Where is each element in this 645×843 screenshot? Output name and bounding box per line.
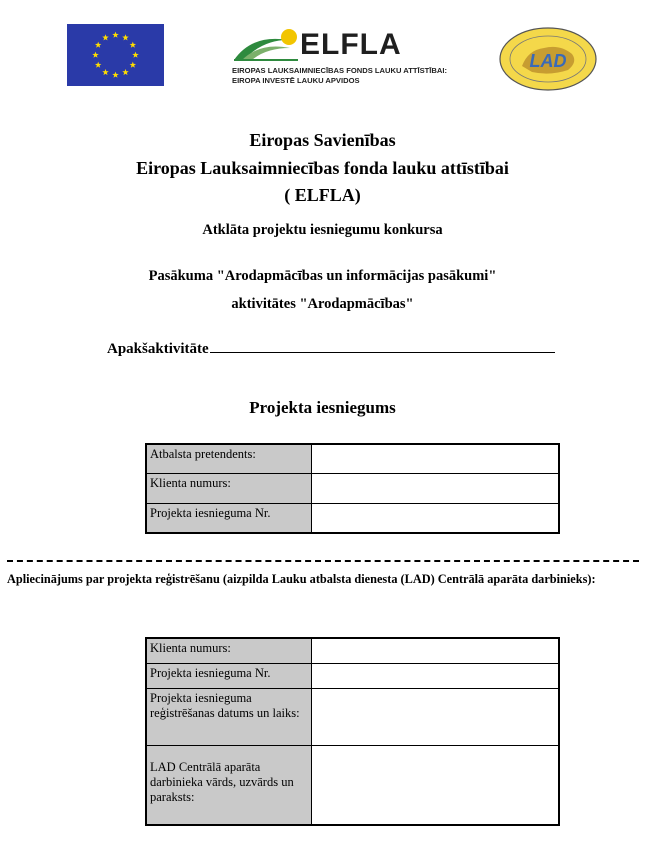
elfla-swoosh-icon — [232, 28, 302, 64]
elfla-tagline-2: EIROPA INVESTĒ LAUKU APVIDOS — [232, 76, 360, 85]
table-label-cell: Klienta numurs: — [146, 473, 312, 503]
table-value-cell[interactable] — [312, 745, 560, 825]
applicant-table — [145, 443, 560, 534]
elfla-logo — [232, 28, 464, 92]
header-line-1: Eiropas Savienības — [249, 130, 396, 150]
header-line-3: ( ELFLA) — [284, 185, 361, 205]
elfla-tagline-1: EIROPAS LAUKSAIMNIECĪBAS FONDS LAUKU ATTĪSTĪBAI: — [232, 66, 448, 75]
table-row — [146, 688, 559, 745]
competition-line: Atklāta projektu iesniegumu konkursa — [202, 222, 443, 238]
table-row — [146, 745, 559, 825]
table-label-cell: Klienta numurs: — [146, 638, 312, 663]
table-row — [146, 444, 559, 473]
table-label-cell: LAD Centrālā aparāta darbinieka vārds, uzvārds un paraksts: — [146, 745, 312, 825]
table-row — [146, 663, 559, 688]
document-title: Projekta iesniegums — [249, 398, 396, 417]
table-value-cell[interactable] — [312, 473, 560, 503]
registration-table — [145, 637, 560, 826]
subactivity-label: Apakšaktivitāte — [107, 341, 209, 357]
table-value-cell[interactable] — [312, 688, 560, 745]
lad-logo-text: LAD — [529, 51, 567, 71]
table-value-cell[interactable] — [312, 638, 560, 663]
subactivity-field — [107, 338, 555, 358]
measure-line: Pasākuma "Arodapmācības un informācijas pasākumi" — [148, 268, 497, 284]
table-label-cell: Atbalsta pretendents: — [146, 444, 312, 473]
subactivity-blank[interactable] — [210, 338, 555, 353]
table-label-cell: Projekta iesnieguma reģistrēšanas datums un laiks: — [146, 688, 312, 745]
activity-line: aktivitātes "Arodapmācības" — [231, 296, 414, 312]
registration-note: Apliecinājums par projekta reģistrēšanu (aizpilda Lauku atbalsta dienesta (LAD) Centrālā aparāta darbinieks): — [7, 572, 596, 586]
lad-logo — [498, 26, 598, 92]
eu-flag-logo — [67, 24, 164, 86]
cut-line-divider — [7, 560, 639, 562]
table-label-cell: Projekta iesnieguma Nr. — [146, 663, 312, 688]
table-value-cell[interactable] — [312, 444, 560, 473]
table-value-cell[interactable] — [312, 663, 560, 688]
table-value-cell[interactable] — [312, 503, 560, 533]
table-label-cell: Projekta iesnieguma Nr. — [146, 503, 312, 533]
table-row — [146, 473, 559, 503]
table-row — [146, 503, 559, 533]
table-row — [146, 638, 559, 663]
elfla-wordmark: ELFLA — [300, 28, 402, 61]
header-line-2: Eiropas Lauksaimniecības fonda lauku attīstībai — [136, 158, 509, 178]
